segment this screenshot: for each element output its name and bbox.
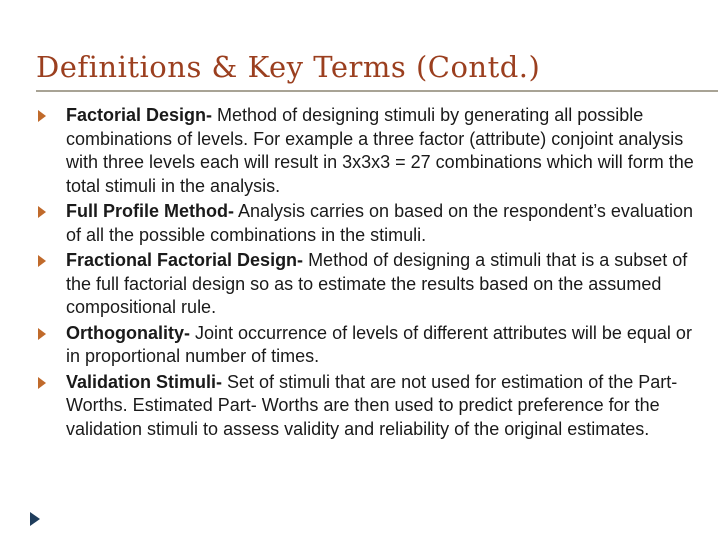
bullet-arrow-icon bbox=[38, 328, 46, 340]
title-divider bbox=[36, 90, 718, 92]
term-label: Factorial Design- bbox=[66, 105, 213, 125]
slide-title: Definitions & Key Terms (Contd.) bbox=[36, 50, 541, 84]
term-definition: Joint occurrence of levels of different attributes will be equal or in proportional number of times. bbox=[66, 322, 692, 366]
term-label: Orthogonality- bbox=[66, 322, 190, 343]
list-item-fractional-factorial-design bbox=[28, 249, 708, 320]
term-label: Fractional Factorial Design- bbox=[66, 250, 304, 270]
term-definition: Method of designing a stimuli that is a subset of the full factorial design so as to estimate the results based on the assumed compositional rule. bbox=[66, 250, 688, 317]
term-label: Validation Stimuli- bbox=[66, 371, 223, 392]
term-definition: Analysis carries on based on the respondent’s evaluation of all the possible combinations in the stimuli. bbox=[66, 201, 693, 245]
list-item-orthogonality bbox=[28, 322, 708, 369]
bullet-arrow-icon bbox=[38, 206, 46, 218]
bullet-arrow-icon bbox=[38, 377, 46, 389]
bullet-arrow-icon bbox=[38, 255, 46, 267]
definitions-list bbox=[28, 104, 708, 443]
term-definition: Method of designing stimuli by generating all possible combinations of levels. For example a three factor (attribute) conjoint analysis with three levels each will result in 3x3x3 = 27 combinations which will form the total stimuli in the analysis. bbox=[66, 105, 694, 196]
list-item-factorial-design bbox=[28, 104, 708, 198]
bullet-arrow-icon bbox=[38, 110, 46, 122]
term-definition: Set of stimuli that are not used for estimation of the Part- Worths. Estimated Part- Worths are then used to predict preference for the validation stimuli to assess validity and reliability of the original estimates. bbox=[66, 371, 678, 439]
list-item-validation-stimuli bbox=[28, 371, 708, 442]
next-slide-arrow-icon[interactable] bbox=[30, 512, 40, 526]
term-label: Full Profile Method- bbox=[66, 201, 234, 221]
list-item-full-profile-method bbox=[28, 200, 708, 247]
